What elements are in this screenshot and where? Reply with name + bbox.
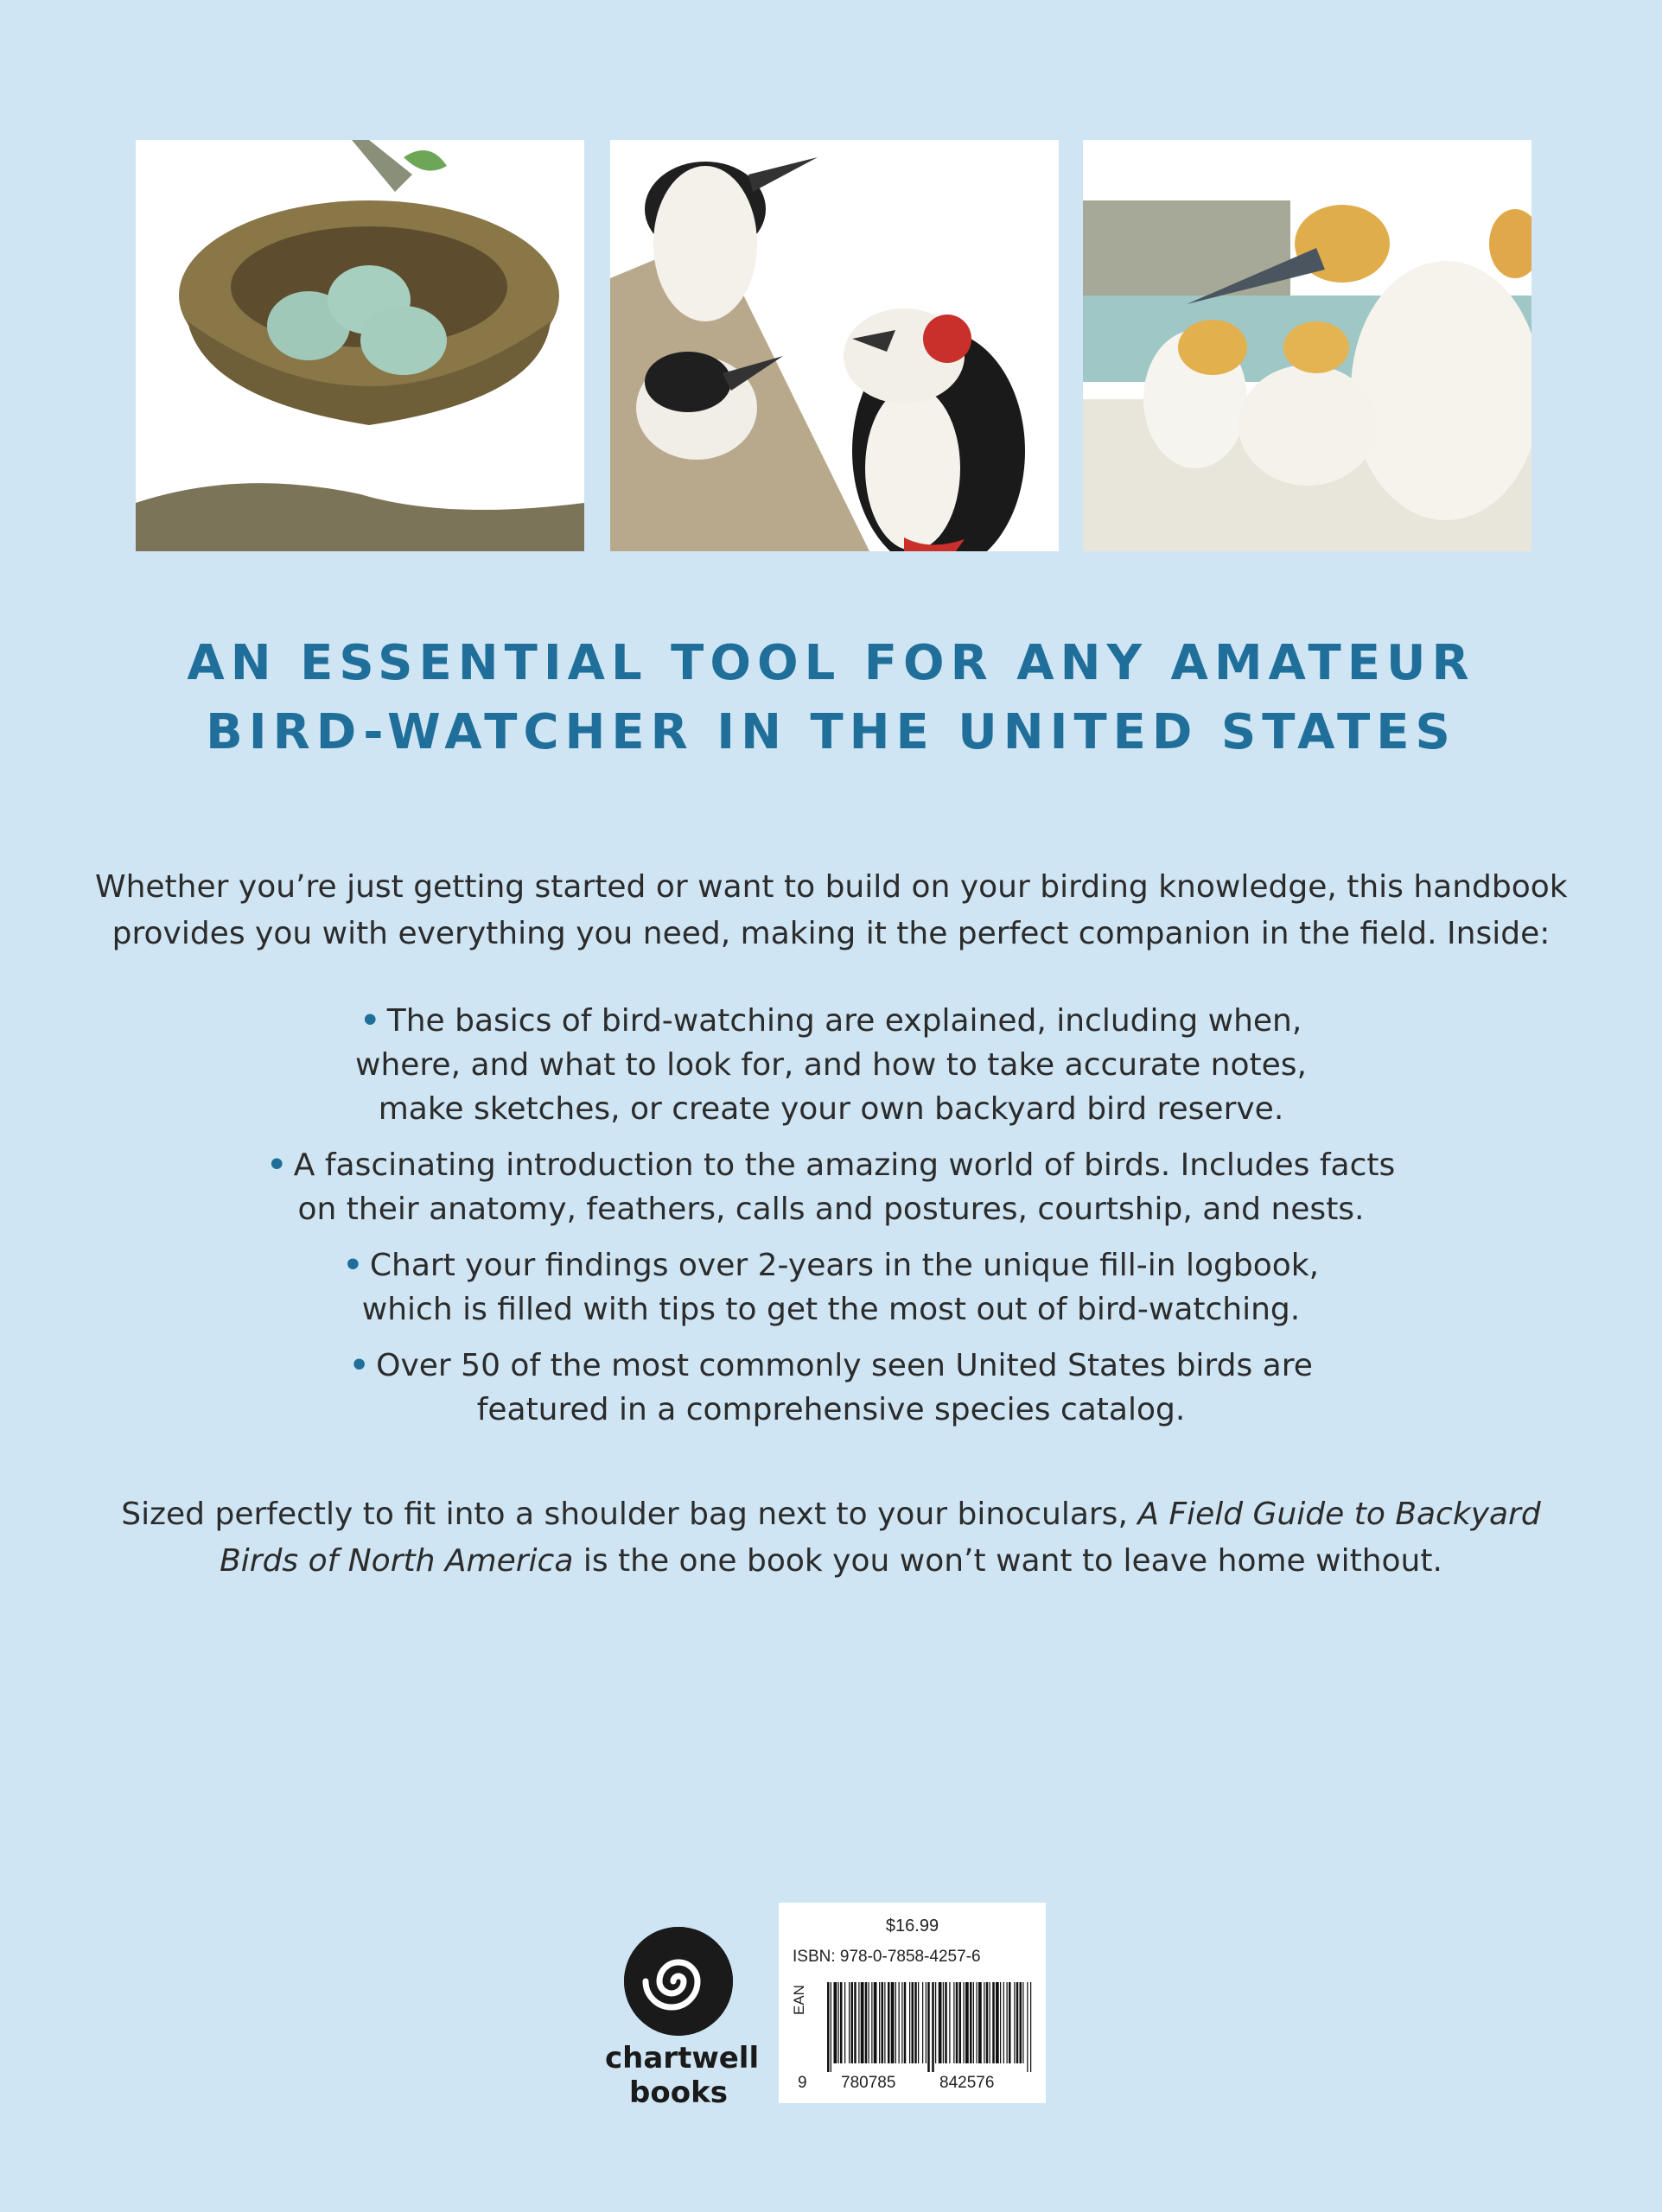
barcode-bar xyxy=(943,1982,944,2063)
woodpeckers-illustration xyxy=(610,140,1059,551)
nest-illustration xyxy=(136,140,584,551)
bullet-1-line-1: The basics of bird-watching are explained, including when, xyxy=(386,1003,1302,1039)
barcode-bar xyxy=(1030,1982,1031,2072)
barcode-bar xyxy=(1000,1982,1001,2063)
barcode-bar xyxy=(884,1982,885,2063)
barcode-bar xyxy=(945,1982,947,2063)
barcode-bar xyxy=(1014,1982,1015,2063)
book-title-part-1: A Field Guide to Backyard xyxy=(1137,1497,1541,1532)
barcode-bar xyxy=(861,1982,864,2063)
barcode-bar xyxy=(914,1982,917,2063)
barcode-digit-first: 9 xyxy=(798,2074,807,2092)
barcode-bar xyxy=(844,1982,845,2063)
publisher-name-line-2: books xyxy=(629,2075,728,2110)
bullet-4-line-2: featured in a comprehensive species catalog. xyxy=(476,1392,1186,1427)
bullet-icon: • xyxy=(349,1348,370,1383)
headline-line-1: AN ESSENTIAL TOOL FOR ANY AMATEUR xyxy=(187,635,1475,691)
barcode-bar xyxy=(959,1982,962,2063)
barcode-bar xyxy=(970,1982,972,2063)
barcode-bar xyxy=(865,1982,868,2063)
gannets-image xyxy=(1083,140,1531,551)
ean-label: EAN xyxy=(791,1985,807,2015)
barcode-bar xyxy=(904,1982,907,2063)
barcode-bar xyxy=(986,1982,989,2063)
barcode-bar xyxy=(918,1982,919,2063)
publisher-logo xyxy=(605,1927,760,2110)
barcode-bar xyxy=(992,1982,995,2063)
barcode-bar xyxy=(879,1982,880,2063)
barcode-bar xyxy=(956,1982,958,2063)
woodpeckers-image xyxy=(610,140,1059,551)
isbn: ISBN: 978-0-7858-4257-6 xyxy=(793,1948,981,1966)
barcode-bar xyxy=(978,1982,982,2063)
barcode-bar xyxy=(912,1982,914,2063)
list-item xyxy=(0,999,1662,1131)
barcode-bar xyxy=(949,1982,950,2063)
barcode-bar xyxy=(901,1982,902,2063)
publisher-name-line-1: chartwell xyxy=(605,2041,760,2075)
spiral-logo-icon xyxy=(624,1927,733,2036)
bullet-icon: • xyxy=(360,1003,380,1039)
bullet-4-line-1: Over 50 of the most commonly seen United States birds are xyxy=(376,1348,1313,1383)
barcode-bar xyxy=(973,1982,974,2063)
headline xyxy=(0,629,1662,767)
bullet-2-line-1: A fascinating introduction to the amazing world of birds. Includes facts xyxy=(293,1147,1396,1183)
headline-line-2: BIRD-WATCHER IN THE UNITED STATES xyxy=(206,704,1456,760)
closing-paragraph xyxy=(69,1491,1593,1585)
barcode-bar xyxy=(854,1982,856,2063)
barcode-bar xyxy=(996,1982,999,2063)
barcode-bar xyxy=(1016,1982,1019,2063)
barcode-digits-right: 842576 xyxy=(939,2074,995,2092)
list-item xyxy=(0,1143,1662,1231)
barcode-bar xyxy=(922,1982,923,2063)
barcode-digits-left: 780785 xyxy=(841,2074,896,2092)
intro-paragraph xyxy=(95,864,1567,957)
bullet-icon: • xyxy=(342,1248,363,1283)
closing-post: is the one book you won’t want to leave home without. xyxy=(573,1543,1442,1579)
barcode-bar xyxy=(1003,1982,1004,2063)
barcode-bar xyxy=(927,1982,930,2072)
bullet-3-line-1: Chart your findings over 2-years in the unique fill-in logbook, xyxy=(369,1248,1320,1283)
bullet-2-line-2: on their anatomy, feathers, calls and postures, courtship, and nests. xyxy=(297,1192,1365,1227)
barcode-bar xyxy=(909,1982,910,2063)
barcode-bar xyxy=(932,1982,934,2072)
barcode-bar xyxy=(834,1982,837,2063)
barcode-bar xyxy=(935,1982,936,2063)
barcode-bar xyxy=(926,1982,927,2063)
bullet-1-line-3: make sketches, or create your own backyard bird reserve. xyxy=(378,1091,1284,1127)
barcode-bar xyxy=(1007,1982,1008,2063)
book-title-part-2: Birds of North America xyxy=(220,1543,574,1579)
nest-with-eggs-image xyxy=(136,140,584,551)
closing-pre: Sized perfectly to fit into a shoulder bag next to your binoculars, xyxy=(121,1497,1138,1532)
barcode-bar xyxy=(895,1982,896,2063)
barcode xyxy=(825,1982,1033,2072)
barcode-bar xyxy=(891,1982,895,2063)
barcode-bar xyxy=(888,1982,890,2063)
barcode-bar xyxy=(953,1982,954,2063)
barcode-bar xyxy=(871,1982,872,2063)
list-item xyxy=(0,1243,1662,1332)
barcode-bar xyxy=(874,1982,877,2063)
bullet-3-line-2: which is filled with tips to get the most out of bird-watching. xyxy=(361,1292,1301,1327)
barcode-bar xyxy=(840,1982,843,2063)
list-item xyxy=(0,1344,1662,1432)
price: $16.99 xyxy=(885,1916,939,1936)
barcode-bar xyxy=(882,1982,884,2063)
barcode-bar xyxy=(827,1982,830,2072)
barcode-bar xyxy=(1020,1982,1022,2063)
bullet-icon: • xyxy=(266,1147,287,1183)
bullet-1-line-2: where, and what to look for, and how to take accurate notes, xyxy=(355,1047,1307,1083)
barcode-bar xyxy=(1027,1982,1028,2072)
barcode-bar xyxy=(964,1982,965,2063)
gannets-illustration xyxy=(1083,140,1531,551)
barcode-bar xyxy=(965,1982,969,2063)
barcode-bar xyxy=(1022,1982,1023,2063)
intro-line-2: provides you with everything you need, making it the perfect companion in the field. Inside: xyxy=(111,916,1551,951)
barcode-bar xyxy=(899,1982,900,2063)
intro-line-1: Whether you’re just getting started or want to build on your birding knowledge, this handbook xyxy=(95,869,1568,905)
barcode-bar xyxy=(849,1982,850,2063)
feature-list xyxy=(0,999,1662,1444)
barcode-bar xyxy=(838,1982,839,2063)
barcode-bar xyxy=(939,1982,942,2063)
barcode-box xyxy=(779,1903,1046,2103)
barcode-bar xyxy=(851,1982,854,2063)
barcode-bar xyxy=(1009,1982,1011,2063)
barcode-bar xyxy=(858,1982,859,2063)
